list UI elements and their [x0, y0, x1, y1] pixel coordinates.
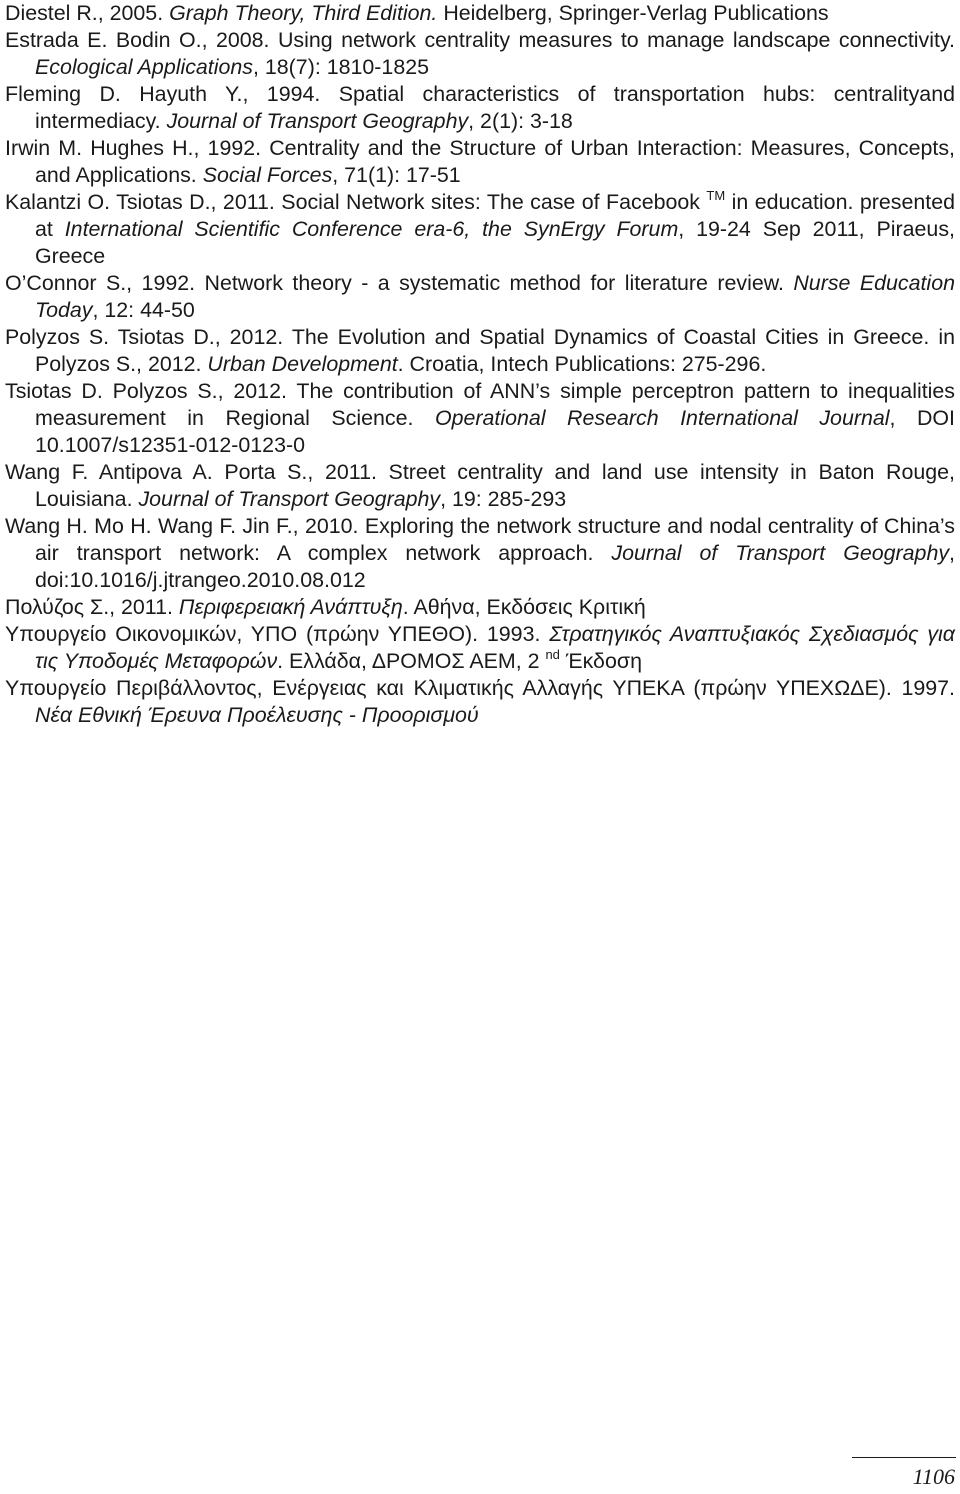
- reference-title: Nurse Education Today: [35, 271, 955, 322]
- reference-text: Υπουργείο Περιβάλλοντος, Ενέργειας και Κλιματικής Αλλαγής ΥΠΕΚΑ (πρώην ΥΠΕΧΩΔΕ). 1997.: [5, 676, 955, 700]
- reference-title: Περιφερειακή Ανάπτυξη: [178, 595, 403, 619]
- reference-title: Journal of Transport Geography: [166, 109, 469, 133]
- reference-entry: [5, 378, 955, 459]
- reference-text: Υπουργείο Οικονομικών, ΥΠΟ (πρώην ΥΠΕΘΟ). 1993.: [5, 622, 550, 646]
- reference-text: Heidelberg, Springer-Verlag Publications: [437, 1, 829, 25]
- reference-title: Graph Theory, Third Edition.: [169, 1, 438, 25]
- page-number: 1106: [912, 1464, 955, 1489]
- reference-entry: [5, 81, 955, 135]
- reference-title: Νέα Εθνική Έρευνα Προέλευσης - Προορισμού: [35, 703, 479, 727]
- reference-title: Operational Research International Journal: [434, 406, 890, 430]
- reference-entry: [5, 189, 955, 270]
- reference-title: Στρατηγικός Αναπτυξιακός Σχεδιασμός για τις Υποδομές Μεταφορών: [35, 622, 955, 673]
- reference-list: [5, 0, 955, 729]
- reference-text: Wang F. Antipova A. Porta S., 2011. Street centrality and land use intensity in Baton Rouge, Louisiana.: [5, 460, 955, 511]
- reference-text: Polyzos S. Tsiotas D., 2012. The Evolution and Spatial Dynamics of Coastal Cities in Greece. in Polyzos S., 2012.: [5, 325, 955, 376]
- reference-text: . Croatia, Intech Publications: 275-296.: [397, 352, 767, 376]
- reference-text: , 18(7): 1810-1825: [253, 55, 430, 79]
- reference-text: , 12: 44-50: [92, 298, 195, 322]
- reference-entry: [5, 324, 955, 378]
- reference-entry: [5, 27, 955, 81]
- superscript: nd: [545, 647, 560, 662]
- reference-text: Estrada E. Bodin O., 2008. Using network centrality measures to manage landscape connectivity.: [5, 28, 955, 52]
- reference-text: Πολύζος Σ., 2011.: [5, 595, 179, 619]
- reference-text: Fleming D. Hayuth Y., 1994. Spatial characteristics of transportation hubs: centralityand intermediacy.: [5, 82, 955, 133]
- reference-text: , 2(1): 3-18: [468, 109, 573, 133]
- reference-title: Social Forces: [202, 163, 333, 187]
- reference-entry: [5, 459, 955, 513]
- reference-text: , doi:10.1016/j.jtrangeo.2010.08.012: [35, 541, 955, 592]
- reference-entry: [5, 135, 955, 189]
- reference-title: Journal of Transport Geography: [611, 541, 950, 565]
- reference-text: Irwin M. Hughes H., 1992. Centrality and the Structure of Urban Interaction: Measures, Concepts, and Applications.: [5, 136, 955, 187]
- reference-entry: [5, 675, 955, 729]
- reference-text: , 19-24 Sep 2011, Piraeus, Greece: [35, 217, 955, 268]
- reference-text: O’Connor S., 1992. Network theory - a systematic method for literature review.: [5, 271, 794, 295]
- reference-text: Tsiotas D. Polyzos S., 2012. The contribution of ANN’s simple perceptron pattern to inequalities measurement in Regional Science.: [5, 379, 955, 430]
- footer-rule: [852, 1457, 956, 1458]
- reference-text: , 19: 285-293: [440, 487, 567, 511]
- reference-title: Journal of Transport Geography: [138, 487, 441, 511]
- reference-title: Urban Development: [207, 352, 398, 376]
- reference-text: in education. presented at: [35, 190, 955, 241]
- reference-entry: [5, 594, 955, 621]
- reference-text: , DOI 10.1007/s12351-012-0123-0: [35, 406, 955, 457]
- superscript: TM: [706, 188, 726, 203]
- reference-title: International Scientific Conference era-6, the SynErgy Forum: [64, 217, 679, 241]
- reference-text: Kalantzi O. Tsiotas D., 2011. Social Network sites: The case of Facebook: [5, 190, 707, 214]
- reference-entry: [5, 0, 955, 27]
- reference-entry: [5, 621, 955, 675]
- reference-text: . Ελλάδα, ΔΡΟΜΟΣ ΑΕΜ, 2: [277, 649, 546, 673]
- reference-entry: [5, 513, 955, 594]
- reference-text: Diestel R., 2005.: [5, 1, 170, 25]
- reference-title: Ecological Applications: [35, 55, 253, 79]
- reference-entry: [5, 270, 955, 324]
- reference-text: Έκδοση: [559, 649, 642, 673]
- reference-text: . Αθήνα, Εκδόσεις Κριτική: [402, 595, 646, 619]
- reference-text: Wang H. Mo H. Wang F. Jin F., 2010. Exploring the network structure and nodal centrality of China’s air transport network: A complex network approach.: [5, 514, 955, 565]
- reference-text: , 71(1): 17-51: [332, 163, 461, 187]
